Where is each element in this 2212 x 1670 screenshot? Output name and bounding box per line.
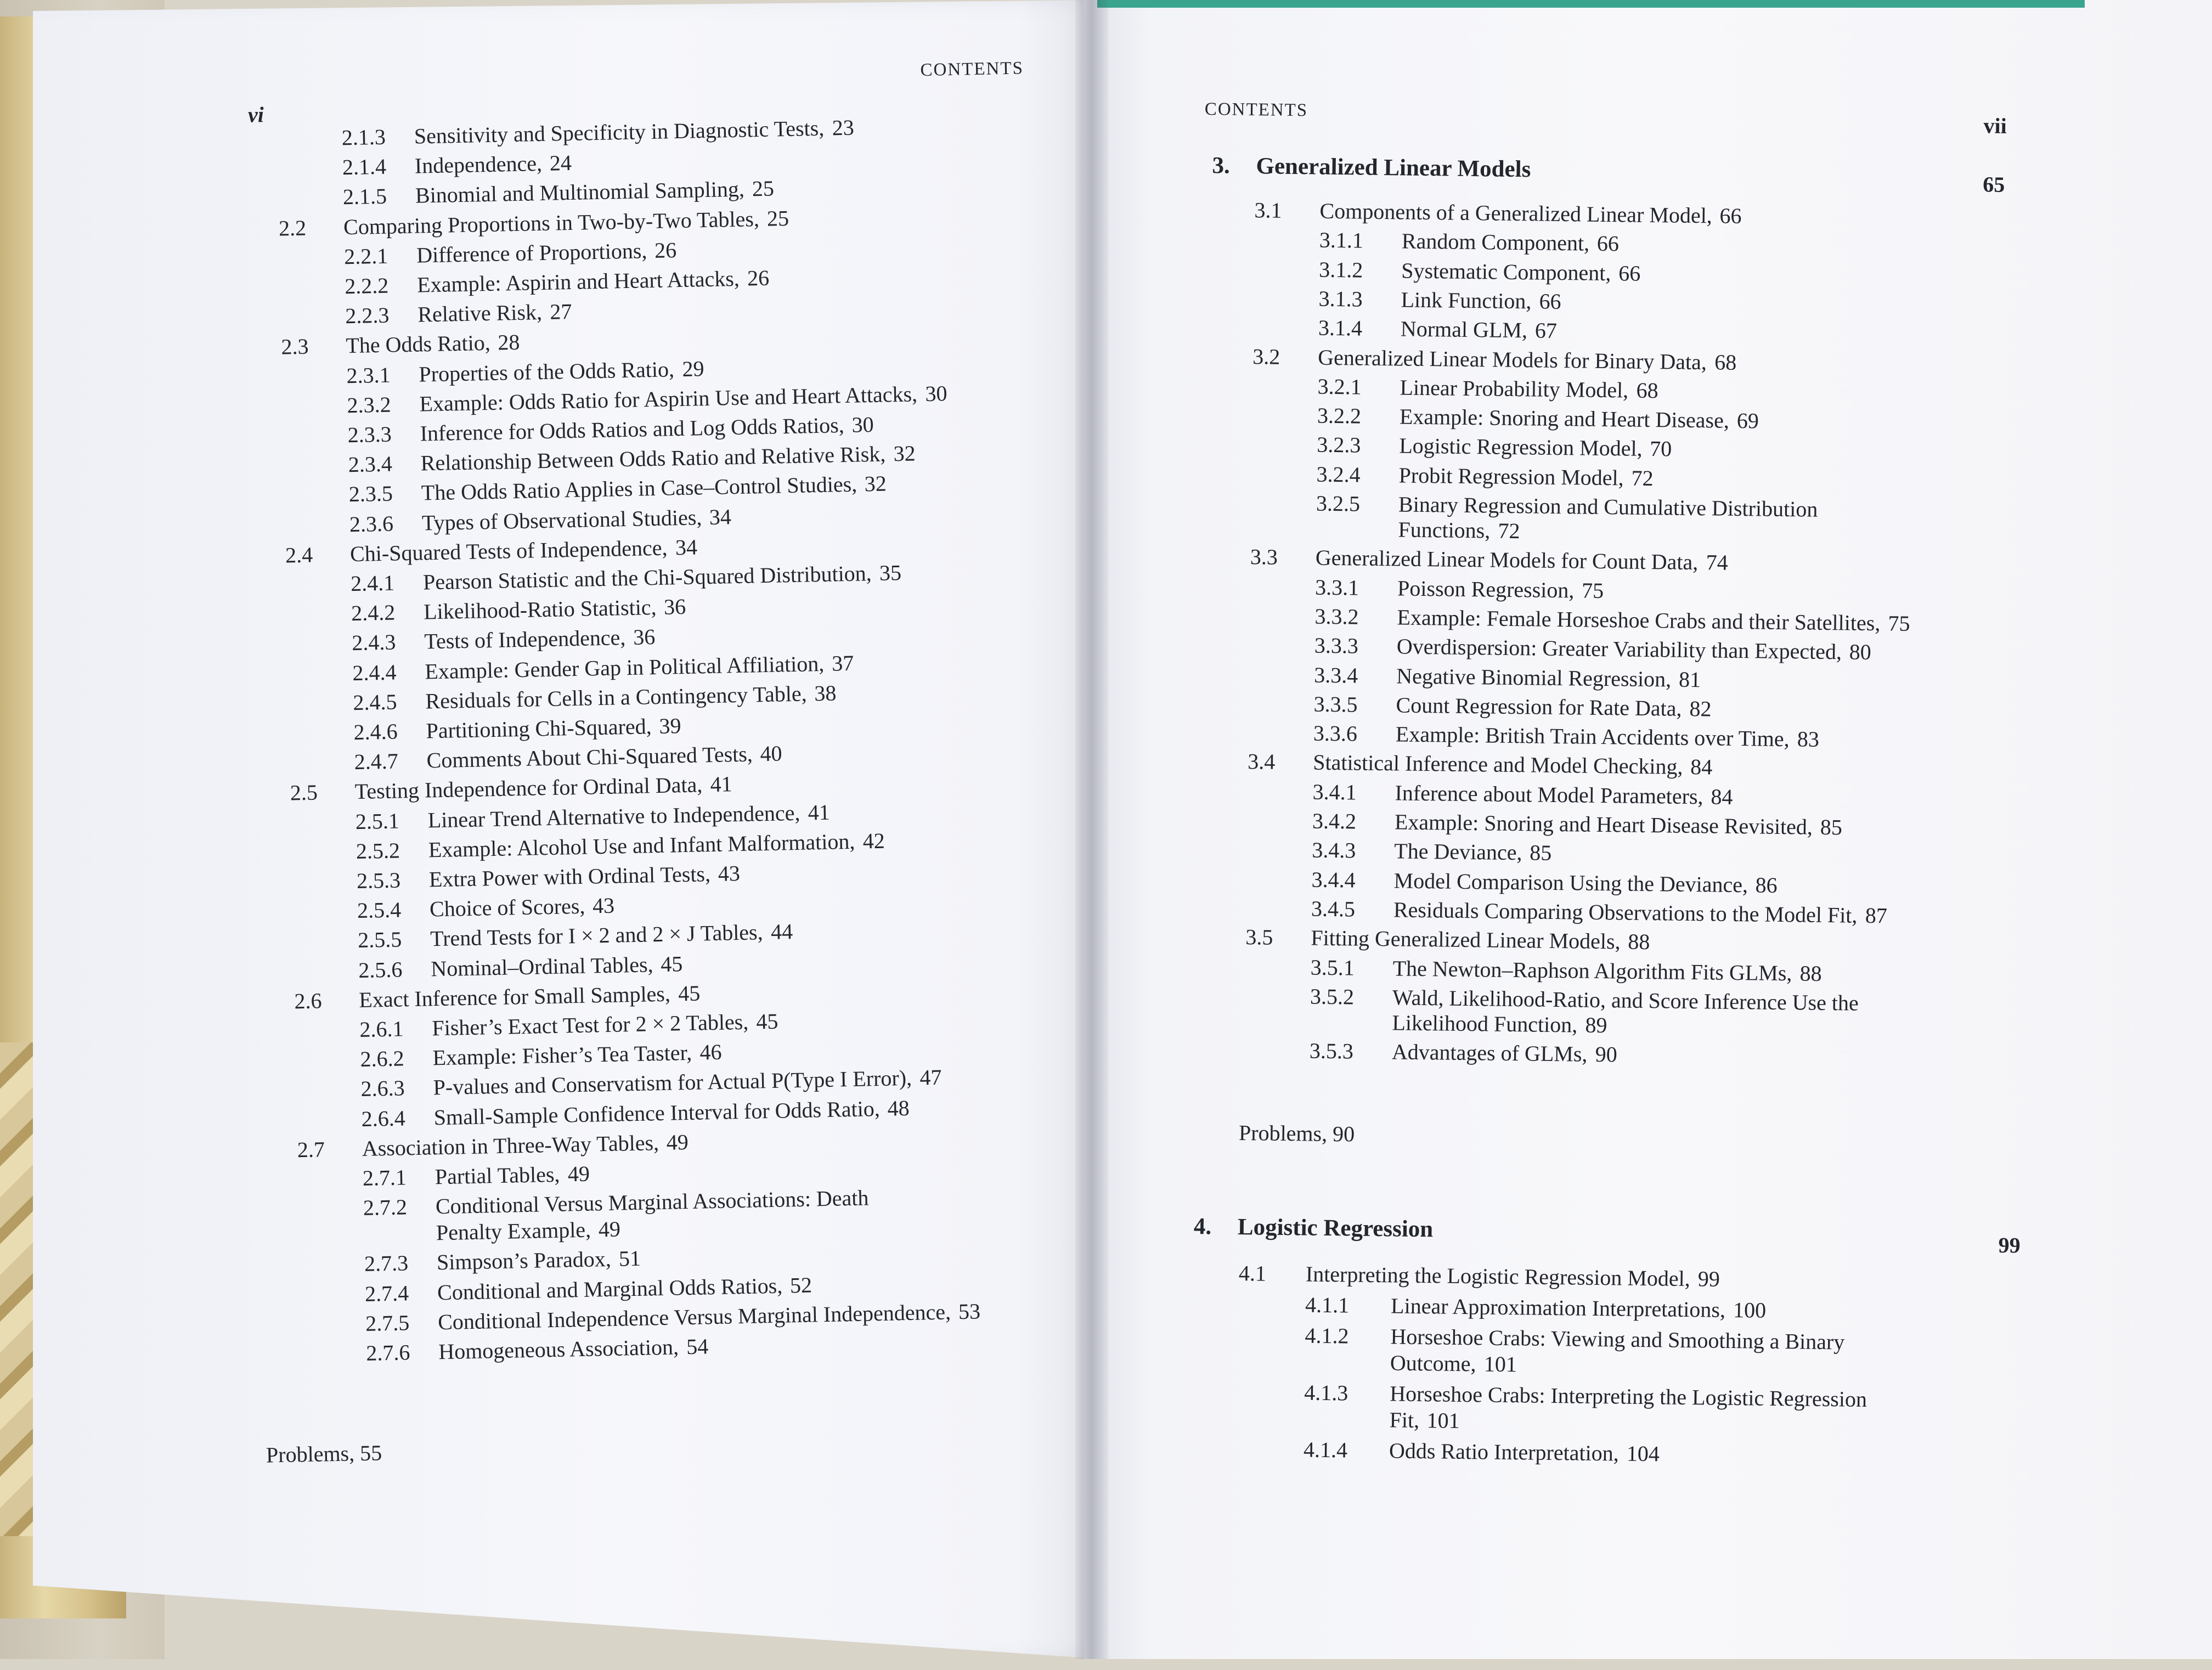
toc-entry-page: 84 bbox=[1711, 784, 1733, 809]
problems-entry: Problems, 90 bbox=[1238, 1120, 1355, 1147]
toc-entry-number: 2.1.5 bbox=[342, 184, 387, 210]
toc-entry-number: 3.5 bbox=[1245, 924, 1273, 950]
toc-entry-title: Residuals Comparing Observations to the Model Fit, bbox=[1393, 897, 1858, 928]
toc-entry-title: Probit Regression Model, bbox=[1398, 462, 1624, 490]
toc-entry-number: 2.4.1 bbox=[350, 570, 395, 596]
toc-entry-page: 36 bbox=[633, 624, 656, 650]
toc-entry-number: 2.2.2 bbox=[344, 273, 389, 299]
toc-entry-title: Example: Gender Gap in Political Affiliation, bbox=[424, 651, 825, 684]
toc-entry-number: 2.7.3 bbox=[364, 1250, 409, 1277]
toc-entry-number: 2.5 bbox=[290, 780, 318, 805]
toc-entry-number: 2.6.3 bbox=[360, 1075, 405, 1102]
toc-entry-title: Generalized Linear Models for Binary Data, bbox=[1318, 345, 1707, 374]
toc-entry-number: 4.1.1 bbox=[1305, 1292, 1350, 1318]
chapter-title: Generalized Linear Models bbox=[1256, 153, 1531, 183]
toc-entry-number: 2.4.2 bbox=[351, 600, 396, 626]
toc-entry-number: 2.7 bbox=[297, 1137, 325, 1163]
toc-entry-number: 2.6.4 bbox=[361, 1105, 406, 1131]
toc-entry-number: 2.2.3 bbox=[345, 302, 390, 329]
toc-entry-page: 101 bbox=[1483, 1351, 1517, 1377]
toc-entry-page: 99 bbox=[1697, 1266, 1720, 1291]
toc-entry-title: Example: British Train Accidents over Time, bbox=[1395, 721, 1790, 752]
toc-entry-number: 2.3.1 bbox=[346, 362, 391, 388]
toc-entry-number: 3.3.1 bbox=[1314, 574, 1359, 600]
toc-entry-title: Example: Female Horseshoe Crabs and their Satellites, bbox=[1397, 605, 1881, 636]
toc-entry-number: 3.3.2 bbox=[1314, 603, 1359, 629]
toc-entry-page: 48 bbox=[887, 1095, 910, 1121]
toc-entry-number: 2.4.6 bbox=[353, 719, 398, 745]
toc-entry-title: Example: Fisher’s Tea Taster, bbox=[432, 1040, 692, 1070]
toc-entry-title: The Odds Ratio, bbox=[346, 330, 491, 358]
toc-entry-number: 2.4.7 bbox=[354, 748, 399, 775]
toc-entry-page: 29 bbox=[681, 356, 704, 381]
toc-entry-page: 25 bbox=[766, 205, 789, 231]
toc-entry-page: 51 bbox=[618, 1246, 641, 1271]
toc-entry-title: The Newton–Raphson Algorithm Fits GLMs, bbox=[1392, 955, 1792, 985]
toc-entry-page: 45 bbox=[755, 1008, 778, 1034]
toc-entry-title: Likelihood-Ratio Statistic, bbox=[423, 595, 657, 624]
toc-entry-title: Residuals for Cells in a Contingency Table, bbox=[425, 681, 808, 714]
toc-entry-page: 34 bbox=[675, 534, 698, 560]
toc-entry-number: 2.5.1 bbox=[355, 808, 400, 834]
toc-entry-number: 2.7.5 bbox=[365, 1310, 410, 1336]
toc-entry-page: 42 bbox=[862, 828, 885, 854]
toc-entry-number: 3.4.1 bbox=[1312, 779, 1357, 805]
toc-entry-page: 81 bbox=[1678, 667, 1701, 692]
toc-entry-title: Normal GLM, bbox=[1400, 316, 1528, 343]
toc-entry-page: 26 bbox=[654, 237, 677, 263]
toc-entry-title: Negative Binomial Regression, bbox=[1396, 663, 1672, 692]
toc-entry-title: Relationship Between Odds Ratio and Relative Risk, bbox=[420, 441, 886, 476]
toc-entry-title: Chi-Squared Tests of Independence, bbox=[349, 535, 668, 566]
toc-entry-title: Pearson Statistic and the Chi-Squared Distribution, bbox=[422, 561, 872, 595]
toc-entry-title: Binary Regression and Cumulative Distribution bbox=[1398, 492, 1818, 522]
toc-entry-number: 3.1.4 bbox=[1318, 315, 1363, 341]
toc-entry-number: 3.5.2 bbox=[1310, 984, 1355, 1009]
chapter-page: 65 bbox=[1982, 172, 2005, 197]
toc-entry-number: 2.2.1 bbox=[343, 243, 388, 269]
toc-entry-number: 2.3 bbox=[281, 334, 309, 359]
toc-entry-number: 2.5.6 bbox=[358, 957, 403, 983]
toc-entry-number: 3.3.6 bbox=[1313, 720, 1358, 746]
toc-entry-number: 2.5.5 bbox=[357, 927, 402, 953]
toc-entry-number: 3.5.3 bbox=[1309, 1038, 1354, 1064]
toc-entry-title: Inference for Odds Ratios and Log Odds Ratios, bbox=[420, 413, 845, 446]
toc-entry-title: Nominal–Ordinal Tables, bbox=[430, 951, 653, 981]
toc-entry-page: 41 bbox=[808, 799, 831, 825]
toc-entry-title: Example: Snoring and Heart Disease, bbox=[1399, 404, 1730, 433]
toc-entry-number: 4.1.4 bbox=[1303, 1437, 1348, 1463]
toc-entry-number: 3.2.2 bbox=[1317, 403, 1362, 428]
toc-entry-title: Logistic Regression Model, bbox=[1399, 433, 1643, 461]
toc-entry-page: 88 bbox=[1628, 929, 1650, 955]
chapter-number: 3. bbox=[1212, 153, 1231, 179]
toc-entry-page: 89 bbox=[1585, 1012, 1607, 1037]
toc-entry-number: 2.4.3 bbox=[351, 629, 396, 656]
toc-entry-title: The Odds Ratio Applies in Case–Control Studies, bbox=[421, 471, 857, 505]
toc-entry-number: 3.1.3 bbox=[1318, 286, 1363, 312]
toc-entry-number: 2.4 bbox=[285, 542, 313, 568]
toc-entry-number: 3.1 bbox=[1254, 198, 1282, 223]
toc-entry-page: 66 bbox=[1539, 289, 1561, 314]
toc-entry-title: Properties of the Odds Ratio, bbox=[419, 356, 675, 387]
toc-entry-number: 2.7.4 bbox=[364, 1280, 409, 1306]
toc-entry-title: The Deviance, bbox=[1394, 838, 1522, 865]
toc-entry-title: Sensitivity and Specificity in Diagnostic Tests, bbox=[414, 115, 825, 149]
toc-entry-title: Wald, Likelihood-Ratio, and Score Inference Use the bbox=[1392, 985, 1859, 1015]
toc-entry-page: 90 bbox=[1595, 1042, 1618, 1067]
toc-entry-page: 47 bbox=[919, 1065, 942, 1090]
toc-entry-title: Types of Observational Studies, bbox=[421, 504, 702, 535]
toc-entry-page: 82 bbox=[1689, 696, 1712, 721]
toc-entry-title: Systematic Component, bbox=[1401, 258, 1611, 285]
toc-entry-title-continued: Likelihood Function, bbox=[1392, 1010, 1578, 1037]
toc-entry-page: 43 bbox=[592, 893, 615, 918]
toc-entry-page: 75 bbox=[1581, 578, 1604, 603]
toc-entry-number: 3.2.5 bbox=[1316, 490, 1361, 516]
toc-entry-number: 2.3.3 bbox=[347, 421, 392, 448]
page-header: CONTENTS bbox=[920, 58, 1024, 81]
toc-entry-page: 88 bbox=[1799, 960, 1822, 986]
toc-entry-title: Fitting Generalized Linear Models, bbox=[1311, 925, 1621, 954]
toc-entry-page: 67 bbox=[1534, 318, 1558, 343]
toc-entry-number: 3.4 bbox=[1248, 749, 1276, 775]
toc-entry-page: 35 bbox=[879, 560, 902, 585]
toc-entry-title: Poisson Regression, bbox=[1397, 576, 1575, 602]
toc-entry-page: 38 bbox=[814, 680, 837, 706]
toc-entry-page: 32 bbox=[893, 441, 916, 466]
toc-entry-number: 2.6.2 bbox=[360, 1046, 405, 1072]
toc-entry-number: 3.3 bbox=[1250, 544, 1278, 570]
toc-entry-title: Model Comparison Using the Deviance, bbox=[1393, 867, 1748, 897]
toc-entry-page: 37 bbox=[831, 650, 854, 676]
toc-entry-page: 100 bbox=[1733, 1297, 1767, 1323]
toc-entry-title: Trend Tests for I × 2 and 2 × J Tables, bbox=[430, 919, 764, 951]
toc-entry-page: 34 bbox=[709, 504, 732, 529]
toc-entry-page: 75 bbox=[1888, 611, 1910, 636]
toc-entry-page: 66 bbox=[1596, 231, 1620, 256]
toc-entry-page: 24 bbox=[549, 150, 572, 176]
toc-entry-title: Extra Power with Ordinal Tests, bbox=[428, 861, 711, 892]
toc-entry-number: 3.1.1 bbox=[1319, 227, 1364, 253]
toc-entry-title: Example: Alcohol Use and Infant Malformation, bbox=[428, 828, 855, 862]
toc-entry-number: 3.3.5 bbox=[1313, 691, 1358, 717]
toc-entry-page: 87 bbox=[1865, 902, 1888, 928]
toc-entry-page: 72 bbox=[1631, 465, 1654, 490]
toc-entry-page: 30 bbox=[851, 411, 874, 437]
toc-entry-number: 2.5.3 bbox=[356, 867, 401, 894]
toc-entry-page: 39 bbox=[659, 713, 681, 738]
toc-entry-title: Difference of Proportions, bbox=[416, 238, 647, 268]
toc-entry-number: 2.4.5 bbox=[353, 689, 397, 715]
toc-entry-number: 2.3.6 bbox=[349, 511, 394, 537]
toc-entry-number: 2.1.4 bbox=[342, 154, 387, 180]
toc-entry-number: 2.3.2 bbox=[347, 392, 392, 418]
toc-entry-title: Linear Trend Alternative to Independence, bbox=[427, 800, 800, 833]
toc-entry-title: Example: Snoring and Heart Disease Revisited, bbox=[1394, 809, 1813, 839]
toc-entry-title: Partitioning Chi-Squared, bbox=[426, 714, 652, 743]
toc-entry-title: Partial Tables, bbox=[435, 1161, 560, 1189]
toc-entry-number: 2.6.1 bbox=[359, 1016, 404, 1042]
toc-entry-number: 3.4.5 bbox=[1311, 896, 1356, 922]
toc-entry-page: 43 bbox=[718, 861, 741, 886]
toc-entry-number: 3.2.4 bbox=[1316, 461, 1361, 487]
toc-entry-page: 68 bbox=[1714, 349, 1737, 375]
toc-entry-number: 3.1.2 bbox=[1319, 257, 1363, 283]
toc-entry-page: 49 bbox=[567, 1161, 590, 1187]
toc-entry-page: 30 bbox=[924, 381, 947, 406]
problems-entry: Problems, 55 bbox=[266, 1440, 382, 1468]
toc-entry-page: 66 bbox=[1719, 203, 1742, 229]
toc-entry-page: 53 bbox=[958, 1299, 981, 1324]
toc-entry-page: 45 bbox=[660, 951, 683, 977]
toc-entry-number: 3.2.3 bbox=[1317, 432, 1361, 458]
toc-entry-number: 2.3.4 bbox=[348, 451, 393, 477]
toc-entry-page: 26 bbox=[747, 265, 770, 291]
toc-entry-title: Overdispersion: Greater Variability than Expected, bbox=[1396, 634, 1842, 664]
toc-entry-number: 3.5.1 bbox=[1310, 955, 1355, 980]
toc-entry-title: P-values and Conservatism for Actual P(Type I Error), bbox=[433, 1065, 912, 1100]
toc-entry-title: Tests of Independence, bbox=[424, 625, 626, 654]
toc-entry-number: 2.5.2 bbox=[356, 838, 400, 864]
toc-entry-title: Advantages of GLMs, bbox=[1391, 1039, 1588, 1067]
toc-entry-title: Simpson’s Paradox, bbox=[436, 1246, 612, 1275]
toc-entry-title: Fisher’s Exact Test for 2 × 2 Tables, bbox=[432, 1009, 749, 1041]
toc-entry-page: 25 bbox=[752, 176, 775, 201]
toc-entry-title: Comments About Chi-Squared Tests, bbox=[426, 741, 753, 773]
chapter-page: 99 bbox=[1998, 1232, 2021, 1258]
toc-entry-title-continued: Outcome, bbox=[1390, 1350, 1476, 1376]
toc-entry-page: 32 bbox=[864, 471, 887, 497]
toc-entry-title: Binomial and Multinomial Sampling, bbox=[415, 177, 745, 208]
toc-entry-number: 2.5.4 bbox=[357, 897, 402, 923]
toc-entry-page: 54 bbox=[686, 1334, 709, 1359]
toc-entry-title: Example: Odds Ratio for Aspirin Use and Heart Attacks, bbox=[419, 381, 918, 416]
toc-entry-page: 36 bbox=[663, 594, 686, 619]
toc-entry-title: Link Function, bbox=[1401, 287, 1532, 314]
toc-entry-title: Inference about Model Parameters, bbox=[1395, 780, 1703, 809]
toc-entry-number: 2.6 bbox=[294, 988, 322, 1014]
toc-entry-page: 80 bbox=[1849, 639, 1872, 665]
toc-entry-title-continued: Functions, bbox=[1398, 517, 1491, 543]
toc-entry-page: 70 bbox=[1650, 436, 1672, 461]
toc-entry-page: 46 bbox=[699, 1039, 722, 1065]
toc-entry-number: 3.4.3 bbox=[1312, 837, 1356, 863]
toc-entry-title: Choice of Scores, bbox=[429, 893, 585, 922]
toc-entry-title: Odds Ratio Interpretation, bbox=[1389, 1438, 1620, 1466]
toc-entry-page: 41 bbox=[710, 771, 733, 797]
chapter-title: Logistic Regression bbox=[1237, 1214, 1434, 1243]
toc-entry-title: Statistical Inference and Model Checking, bbox=[1313, 749, 1683, 780]
page-header: CONTENTS bbox=[1204, 99, 1308, 121]
toc-entry-title: Horseshoe Crabs: Interpreting the Logistic Regression bbox=[1389, 1381, 1867, 1412]
toc-entry-title: Small-Sample Confidence Interval for Odds Ratio, bbox=[433, 1096, 881, 1130]
toc-entry-number: 3.4.2 bbox=[1312, 808, 1357, 834]
toc-entry-page: 28 bbox=[497, 330, 520, 356]
toc-entry-page: 68 bbox=[1636, 377, 1658, 403]
toc-entry-title: Example: Aspirin and Heart Attacks, bbox=[416, 266, 740, 297]
toc-entry-title: Relative Risk, bbox=[417, 300, 543, 327]
toc-entry-number: 4.1 bbox=[1238, 1260, 1267, 1286]
toc-entry-title: Comparing Proportions in Two-by-Two Tables, bbox=[343, 206, 760, 239]
toc-entry-title: Association in Three-Way Tables, bbox=[362, 1130, 659, 1161]
toc-entry-page: 66 bbox=[1618, 260, 1641, 286]
toc-entry-title: Independence, bbox=[414, 151, 543, 178]
toc-entry-title: Testing Independence for Ordinal Data, bbox=[354, 772, 703, 804]
toc-entry-page: 49 bbox=[666, 1129, 689, 1155]
toc-entry-title: Interpreting the Logistic Regression Model, bbox=[1305, 1261, 1691, 1291]
page-number: vii bbox=[1983, 113, 2007, 138]
toc-entry-title: Count Regression for Rate Data, bbox=[1396, 692, 1682, 721]
toc-entry-page: 85 bbox=[1820, 814, 1843, 840]
toc-entry-page: 104 bbox=[1626, 1441, 1660, 1466]
toc-entry-number: 4.1.3 bbox=[1304, 1380, 1348, 1406]
toc-entry-number: 2.7.2 bbox=[363, 1194, 408, 1221]
page-number: vi bbox=[247, 102, 264, 127]
toc-entry-title: Homogeneous Association, bbox=[438, 1334, 679, 1364]
toc-entry-page: 69 bbox=[1736, 408, 1759, 433]
toc-entry-number: 2.7.6 bbox=[365, 1340, 410, 1366]
toc-entry-page: 44 bbox=[770, 919, 793, 945]
toc-entry-page: 52 bbox=[789, 1272, 812, 1297]
toc-entry-page: 85 bbox=[1530, 840, 1552, 866]
toc-entry-title: Linear Probability Model, bbox=[1400, 375, 1629, 403]
toc-entry-page: 27 bbox=[549, 299, 572, 324]
toc-entry-number: 2.1.3 bbox=[341, 124, 386, 150]
toc-entry-title: Conditional Independence Versus Marginal Independence, bbox=[437, 1299, 951, 1335]
toc-entry-title: Linear Approximation Interpretations, bbox=[1390, 1293, 1726, 1322]
toc-entry-number: 2.3.5 bbox=[348, 481, 393, 507]
toc-entry-title: Horseshoe Crabs: Viewing and Smoothing a Binary bbox=[1390, 1324, 1845, 1355]
toc-entry-page: 23 bbox=[832, 115, 855, 140]
toc-entry-page: 84 bbox=[1690, 754, 1713, 780]
toc-entry-title-continued: Fit, bbox=[1389, 1407, 1420, 1433]
toc-entry-number: 4.1.2 bbox=[1305, 1323, 1349, 1349]
toc-entry-number: 3.2.1 bbox=[1317, 374, 1362, 399]
toc-entry-title: Conditional Versus Marginal Associations: Death bbox=[435, 1185, 869, 1219]
toc-entry-page: 72 bbox=[1498, 518, 1520, 544]
toc-entry-number: 2.7.1 bbox=[362, 1165, 407, 1191]
toc-entry-page: 40 bbox=[760, 741, 782, 766]
toc-entry-number: 3.3.3 bbox=[1314, 633, 1359, 658]
toc-entry-title: Random Component, bbox=[1401, 228, 1590, 256]
toc-entry-number: 3.4.4 bbox=[1311, 867, 1356, 893]
toc-entry-title-continued: Penalty Example, bbox=[436, 1217, 591, 1245]
toc-entry-page: 45 bbox=[678, 980, 701, 1006]
toc-entry-number: 3.3.4 bbox=[1313, 662, 1358, 688]
toc-entry-page: 86 bbox=[1755, 872, 1778, 898]
toc-entry-page: 83 bbox=[1797, 726, 1820, 752]
toc-entry-title: Conditional and Marginal Odds Ratios, bbox=[437, 1273, 783, 1305]
toc-entry-title: Exact Inference for Small Samples, bbox=[358, 981, 671, 1012]
toc-entry-title: Components of a Generalized Linear Model, bbox=[1319, 198, 1713, 228]
toc-entry-number: 2.2 bbox=[278, 215, 307, 241]
toc-entry-page: 101 bbox=[1426, 1408, 1460, 1433]
toc-entry-title: Generalized Linear Models for Count Data, bbox=[1315, 545, 1699, 575]
toc-entry-page: 74 bbox=[1706, 550, 1729, 576]
toc-entry-number: 2.4.4 bbox=[352, 659, 397, 685]
toc-entry-page: 49 bbox=[598, 1216, 621, 1242]
chapter-number: 4. bbox=[1193, 1213, 1212, 1240]
toc-entry-number: 3.2 bbox=[1252, 343, 1280, 369]
